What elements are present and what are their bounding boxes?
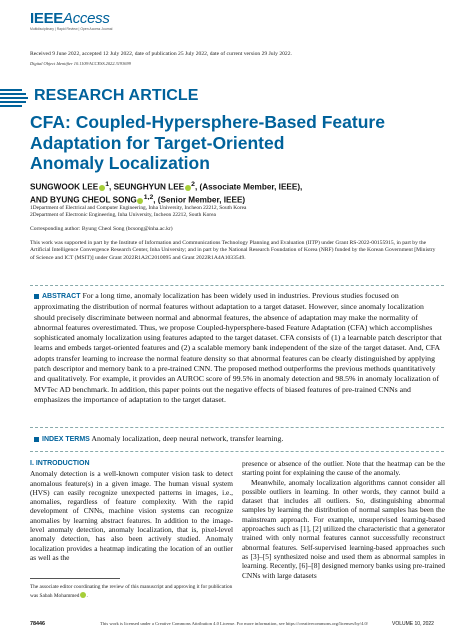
- right-column: [242, 459, 445, 580]
- doi-line: Digital Object Identifier 10.1109/ACCESS.2022.3193699: [30, 61, 131, 66]
- divider: [30, 285, 444, 286]
- abstract: [34, 291, 444, 405]
- footnote: The associate editor coordinating the review of this manuscript and approving it for publication was Sabah Mohammed .: [30, 584, 233, 599]
- affiliation-1: 1Department of Electrical and Computer Engineering, Inha University, Incheon 22212, South Korea: [30, 205, 247, 211]
- author-membership: , (Senior Member, IEEE): [153, 195, 246, 205]
- affiliation-2: 2Department of Electronic Engineering, Inha University, Incheon 22212, South Korea: [30, 211, 216, 218]
- index-terms: [34, 434, 444, 443]
- author-list: [30, 180, 450, 206]
- abstract-label: ABSTRACT: [42, 293, 81, 300]
- journal-tagline: Multidisciplinary | Rapid Review | Open Access Journal: [30, 27, 113, 31]
- orcid-icon[interactable]: [185, 185, 191, 191]
- index-terms-text: Anomaly localization, deep neural network, transfer learning.: [91, 434, 284, 443]
- journal-name-bold: IEEE: [30, 10, 63, 27]
- page-number: 78446: [30, 621, 45, 627]
- affiliation-marker: 1,2: [143, 194, 154, 202]
- index-terms-label: INDEX TERMS: [42, 436, 90, 443]
- intro-paragraph: Anomaly detection is a well-known computer vision task to detect anomalous feature(s) in a given image. The human visual system (HVS) can easily recognize unexpected patterns in images, i.e., anomalies, regardless of feature complexity. With the rapid development of CNNs, machine vision systems can recognize anomalies by learning abstract features. In addition to the image-level anomaly detection, anomaly localization, that is, pixel-level anomaly detection, has also been actively studied. Anomaly localization provides a heatmap indicating the location of an outlier as well as the: [30, 469, 233, 562]
- journal-logo: [30, 10, 110, 27]
- section-square-icon: [34, 294, 39, 299]
- section-square-icon: [34, 437, 39, 442]
- author-membership: , (Associate Member, IEEE),: [194, 182, 303, 192]
- footnote-rule: [30, 578, 120, 579]
- orcid-icon[interactable]: [80, 592, 86, 598]
- orcid-icon[interactable]: [137, 198, 143, 204]
- article-dates: Received 9 June 2022, accepted 12 July 2022, date of publication 25 July 2022, date of current version 29 July 2022.: [30, 51, 292, 57]
- volume-label: VOLUME 10, 2022: [392, 621, 434, 627]
- article-type-banner: RESEARCH ARTICLE: [34, 87, 199, 104]
- author-name: AND BYUNG CHEOL SONG: [30, 195, 137, 205]
- paragraph: presence or absence of the outlier. Note that the heatmap can be the starting point for explaining the cause of the anomaly.: [242, 459, 445, 478]
- abstract-text: For a long time, anomaly localization has been widely used in industries. Previous studies focused on approximating the distribution of normal features without adaptation to a target dataset. However, since anomaly localization should precisely discriminate between normal and abnormal features, the absence of adaptation may make the normality of abnormal features overestimated. Thus, we propose Coupled-hypersphere-based Feature Adaptation (CFA) which accomplishes sophisticated anomaly localization using features adapted to the target dataset. CFA consists of (1) a learnable patch descriptor that learns and embeds target-oriented features and (2) a scalable memory bank independent of the size of the target dataset. And, CFA adopts transfer learning to increase the normal feature density so that abnormal features can be clearly distinguished by applying patch descriptor and memory bank to a pre-trained CNN. The proposed method outperforms the previous methods quantitatively and qualitatively. For example, it provides an AUROC score of 99.5% in anomaly detection and 98.5% in anomaly localization of MVTec AD benchmark. In addition, this paper points out the negative effects of biased features of pre-trained CNNs and emphasizes the importance of adaptation to the target dataset.: [34, 291, 442, 404]
- title-line: Adaptation for Target-Oriented: [30, 132, 285, 153]
- title-line: CFA: Coupled-Hypersphere-Based Feature: [30, 112, 385, 132]
- divider: [30, 451, 444, 452]
- license-notice[interactable]: This work is licensed under a Creative Commons Attribution 4.0 License. For more information, see https://creativecommons.org/licenses/by/4.0/: [100, 621, 369, 626]
- title-line: Anomaly Localization: [30, 153, 210, 173]
- header-stripes: [0, 88, 30, 108]
- author-name: , SEUNGHYUN LEE: [109, 182, 185, 192]
- journal-name-italic: Access: [62, 10, 110, 27]
- affiliation-marker: 2: [191, 181, 195, 188]
- divider: [30, 427, 444, 428]
- section-heading: I. INTRODUCTION: [30, 460, 90, 467]
- affiliation-marker: 1: [105, 181, 110, 188]
- corresponding-author: Corresponding author: Byung Cheol Song (bcsong@inha.ac.kr): [30, 226, 173, 232]
- author-name: SUNGWOOK LEE: [30, 182, 99, 192]
- orcid-icon[interactable]: [99, 185, 105, 191]
- footnote-text: The associate editor coordinating the review of this manuscript and approving it for publication was Sabah Mohammed: [30, 584, 233, 599]
- paper-title: [30, 112, 450, 174]
- left-column: [30, 459, 233, 562]
- funding-statement: This work was supported in part by the Institute of Information and Communications Technology Planning and Evaluation (IITP) under Grant RS-2022-00155915, in part by the Artificial Intelligence Convergence Research Center, Inha University; and in part by the National Research Foundation of Korea (NRF) funded by the Korean Government [Ministry of Science and ICT (MSIT)] under Grant 2022R1A2C2010095 and Grant 2022R1A4A1033549.: [30, 240, 436, 261]
- paragraph: Meanwhile, anomaly localization algorithms cannot consider all possible outliers in learning. In other words, they cannot build a dataset that includes all outliers. So, distinguishing abnormal samples by learning the distribution of normal samples has been the mainstream approach. For example, unsupervised learning-based approaches such as [1], [2] utilized the characteristic that a generator trained with only normal features cannot successfully reconstruct abnormal features. Self-supervised learning-based approaches such as [3]–[5] synthesized noise and used them as abnormal samples in learning. Recently, [6]–[8] designed memory banks using pre-trained CNNs with large datasets: [242, 477, 445, 580]
